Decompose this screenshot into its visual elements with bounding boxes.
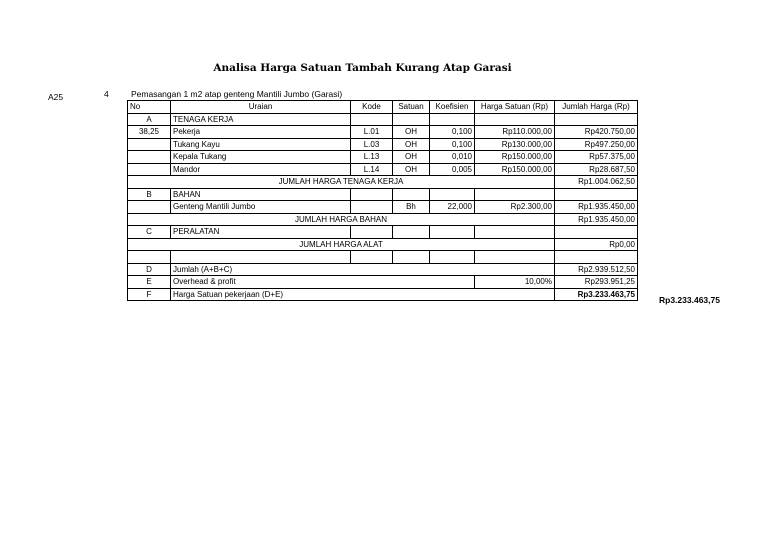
row-koefisien: 0,010 — [430, 151, 475, 164]
summary-f-value: Rp3.233.463,75 — [555, 288, 638, 301]
row-jumlah: Rp420.750,00 — [555, 126, 638, 139]
table-row — [128, 163, 638, 176]
row-harga: Rp150.000,00 — [475, 151, 555, 164]
subtotal-row-c — [128, 238, 638, 251]
row-koefisien: 0,100 — [430, 138, 475, 151]
section-a-label: TENAGA KERJA — [171, 113, 351, 126]
row-uraian: Mandor — [171, 163, 351, 176]
row-jumlah: Rp28.687,50 — [555, 163, 638, 176]
row-jumlah: Rp57.375,00 — [555, 151, 638, 164]
section-a-row — [128, 113, 638, 126]
summary-row-e — [128, 276, 638, 289]
row-uraian: Genteng Mantili Jumbo — [171, 201, 351, 214]
subtotal-row-a — [128, 176, 638, 189]
subtotal-b-label: JUMLAH HARGA BAHAN — [128, 213, 555, 226]
header-harga-satuan: Harga Satuan (Rp) — [475, 101, 555, 114]
item-code: A25 — [48, 92, 64, 102]
summary-row-d — [128, 263, 638, 276]
item-description: Pemasangan 1 m2 atap genteng Mantili Jumbo (Garasi) — [131, 89, 343, 99]
header-koefisien: Koefisien — [430, 101, 475, 114]
section-b-label: BAHAN — [171, 188, 351, 201]
summary-d-label: Jumlah (A+B+C) — [171, 263, 555, 276]
subtotal-row-b — [128, 213, 638, 226]
table-row — [128, 151, 638, 164]
section-c-row — [128, 226, 638, 239]
row-uraian: Pekerja — [171, 126, 351, 139]
header-satuan: Satuan — [393, 101, 430, 114]
item-number: 4 — [104, 89, 109, 99]
table-row — [128, 201, 638, 214]
row-kode: L.01 — [351, 126, 393, 139]
spacer-row — [128, 251, 638, 264]
row-koefisien: 22,000 — [430, 201, 475, 214]
header-jumlah-harga: Jumlah Harga (Rp) — [555, 101, 638, 114]
summary-d-value: Rp2.939.512,50 — [555, 263, 638, 276]
section-b-row — [128, 188, 638, 201]
section-c-label: PERALATAN — [171, 226, 351, 239]
row-harga: Rp2.300,00 — [475, 201, 555, 214]
row-satuan: OH — [393, 138, 430, 151]
header-kode: Kode — [351, 101, 393, 114]
summary-e-percent: 10,00% — [475, 276, 555, 289]
table-row — [128, 126, 638, 139]
row-harga: Rp110.000,00 — [475, 126, 555, 139]
header-uraian: Uraian — [171, 101, 351, 114]
row-uraian: Kepala Tukang — [171, 151, 351, 164]
subtotal-c-label: JUMLAH HARGA ALAT — [128, 238, 555, 251]
summary-f-label: Harga Satuan pekerjaan (D+E) — [171, 288, 555, 301]
row-kode: L.03 — [351, 138, 393, 151]
header-no: No — [128, 101, 171, 114]
header-row — [128, 101, 638, 114]
summary-e-label: Overhead & profit — [171, 276, 475, 289]
subtotal-c-value: Rp0,00 — [555, 238, 638, 251]
row-number: 38,25 — [128, 126, 171, 139]
summary-f-letter: F — [128, 288, 171, 301]
row-koefisien: 0,005 — [430, 163, 475, 176]
row-kode: L.13 — [351, 151, 393, 164]
row-harga: Rp150.000,00 — [475, 163, 555, 176]
row-jumlah: Rp1.935.450,00 — [555, 201, 638, 214]
subtotal-a-value: Rp1.004.062,50 — [555, 176, 638, 189]
summary-row-f — [128, 288, 638, 301]
page-title: Analisa Harga Satuan Tambah Kurang Atap Garasi — [213, 62, 512, 74]
summary-e-letter: E — [128, 276, 171, 289]
summary-e-value: Rp293.951,25 — [555, 276, 638, 289]
row-satuan: Bh — [393, 201, 430, 214]
section-a-letter: A — [128, 113, 171, 126]
subtotal-a-label: JUMLAH HARGA TENAGA KERJA — [128, 176, 555, 189]
row-koefisien: 0,100 — [430, 126, 475, 139]
row-satuan: OH — [393, 151, 430, 164]
section-c-letter: C — [128, 226, 171, 239]
row-jumlah: Rp497.250,00 — [555, 138, 638, 151]
outside-total: Rp3.233.463,75 — [659, 295, 720, 305]
row-satuan: OH — [393, 163, 430, 176]
subtotal-b-value: Rp1.935.450,00 — [555, 213, 638, 226]
ahs-table — [127, 100, 638, 301]
summary-d-letter: D — [128, 263, 171, 276]
row-satuan: OH — [393, 126, 430, 139]
table-row — [128, 138, 638, 151]
row-uraian: Tukang Kayu — [171, 138, 351, 151]
row-harga: Rp130.000,00 — [475, 138, 555, 151]
section-b-letter: B — [128, 188, 171, 201]
row-kode: L.14 — [351, 163, 393, 176]
